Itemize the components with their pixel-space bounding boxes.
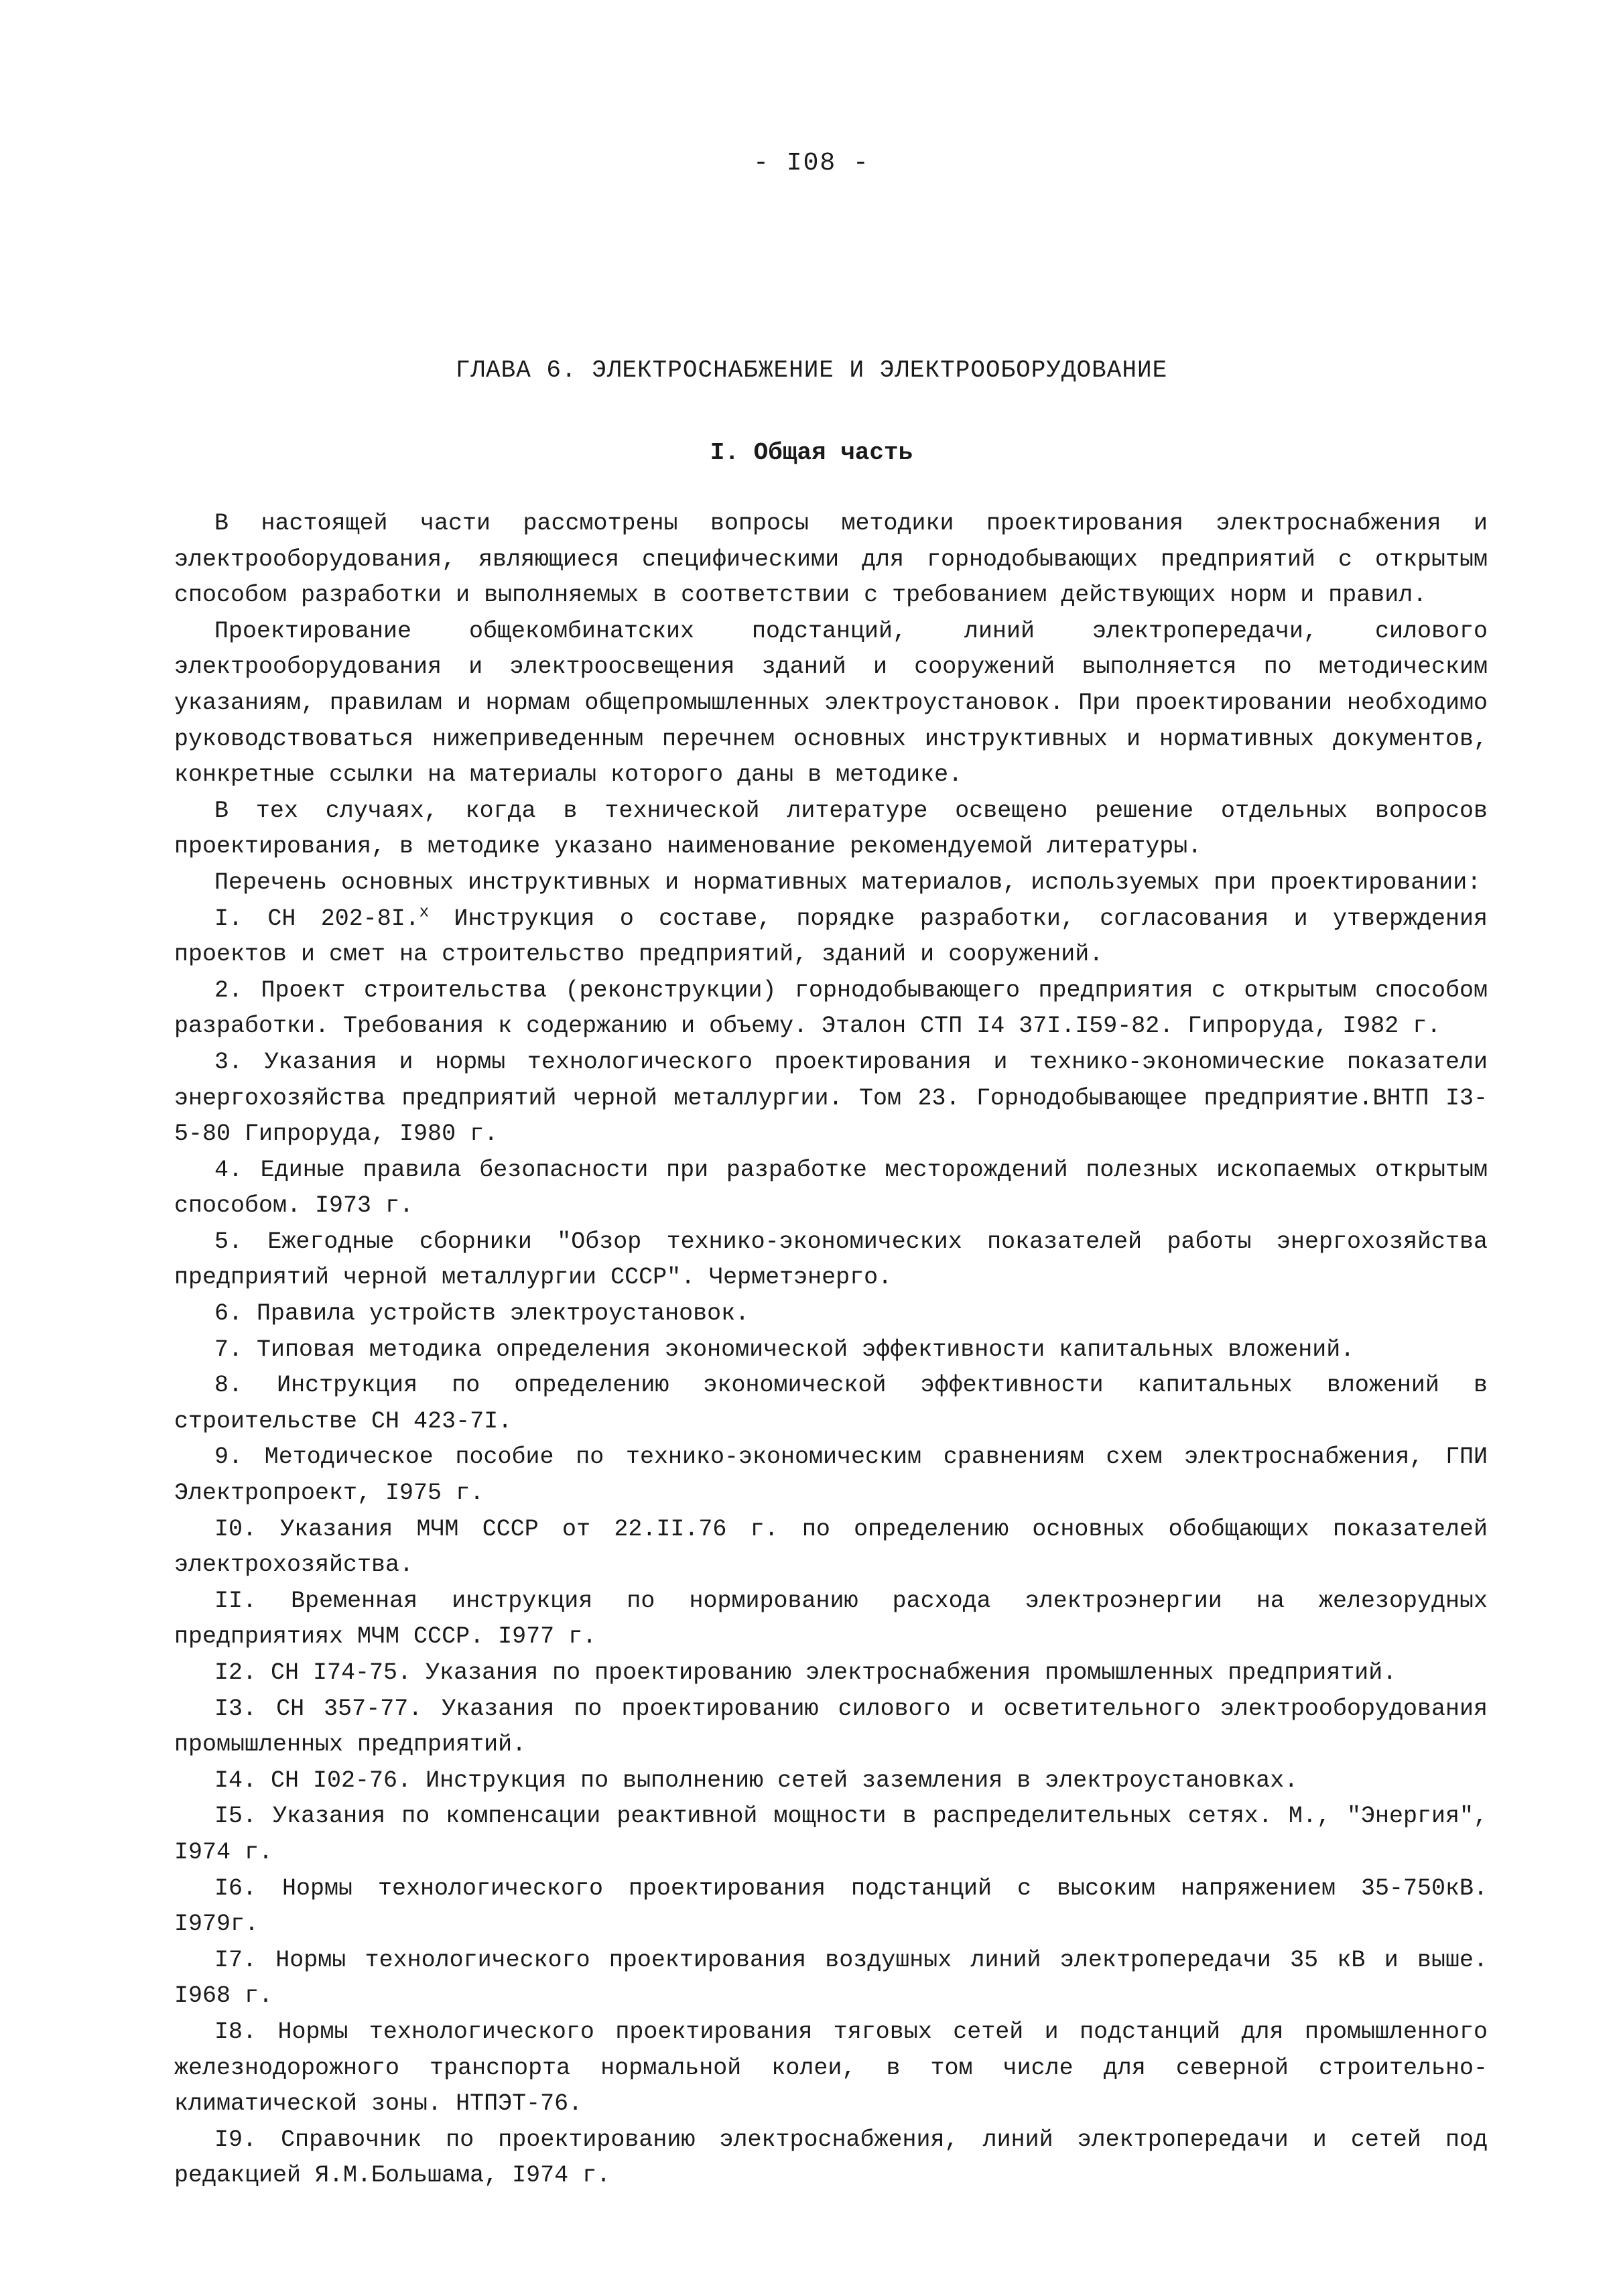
reference-text: Инструкция по определению экономической эффективности капитальных вложений в строительстве СН 423-7I. [174, 1372, 1488, 1435]
reference-text: Справочник по проектированию электроснабжения, линий электропередачи и сетей под редакцией Я.М.Большама, I974 г. [174, 2126, 1488, 2189]
document-body [174, 506, 1488, 2194]
reference-text: Нормы технологического проектирования подстанций с высоким напряжением 35-750кВ. I979г. [174, 1874, 1488, 1938]
reference-number: 6. [214, 1300, 243, 1328]
reference-text: Нормы технологического проектирования воздушных линий электропередачи 35 кВ и выше. I968 г. [174, 1946, 1488, 2010]
reference-item [174, 1224, 1488, 1296]
reference-item [174, 1871, 1488, 1943]
reference-text: СН 357-77. Указания по проектированию силового и осветительного электрооборудования промышленных предприятий. [174, 1695, 1488, 1759]
page-number: - I08 - [753, 149, 870, 178]
reference-item [174, 901, 1488, 973]
reference-item [174, 2015, 1488, 2122]
reference-code: СН 202-8I. [267, 905, 419, 932]
reference-item [174, 1332, 1488, 1368]
paragraph: В настоящей части рассмотрены вопросы методики проектирования электроснабжения и электрооборудования, являющиеся специфическими для горнодобывающих предприятий с открытым способом разработки и выполняемых в соответствии с требованием действующих норм и правил. [174, 510, 1488, 609]
reference-item [174, 973, 1488, 1045]
paragraph: В тех случаях, когда в технической литературе освещено решение отдельных вопросов проектирования, в методике указано наименование рекомендуемой литературы. [174, 797, 1488, 860]
reference-item [174, 1368, 1488, 1440]
reference-number: I0. [214, 1515, 257, 1543]
paragraph: Проектирование общекомбинатских подстанций, линий электропередачи, силового электрооборудования и электроосвещения зданий и сооружений выполняется по методическим указаниям, правилам и нормам общепромышленных электроустановок. При проектировании необходимо руководствоваться нижеприведенным перечнем основных инструктивных и нормативных документов, конкретные ссылки на материалы которого даны в методике. [174, 617, 1488, 789]
reference-number: II. [214, 1587, 257, 1614]
reference-text: СН I74-75. Указания по проектированию электроснабжения промышленных предприятий. [271, 1659, 1397, 1686]
reference-text: Проект строительства (реконструкции) горнодобывающего предприятия с открытым способом разработки. Требования к содержанию и объему. Эталон СТП I4 37I.I59-82. Гипроруда, I982 г. [174, 976, 1488, 1040]
reference-item [174, 1512, 1488, 1584]
reference-text: Временная инструкция по нормированию расхода электроэнергии на железорудных предприятиях МЧМ СССР. I977 г. [174, 1587, 1488, 1651]
reference-text: Методическое пособие по технико-экономическим сравнениям схем электроснабжения, ГПИ Электропроект, I975 г. [174, 1444, 1488, 1507]
reference-item [174, 1440, 1488, 1511]
reference-item [174, 2122, 1488, 2194]
references-heading: Перечень основных инструктивных и нормативных материалов, используемых при проектировании: [214, 869, 1482, 896]
reference-number: 9. [214, 1444, 243, 1471]
reference-number: I8. [214, 2018, 257, 2045]
reference-item [174, 1943, 1488, 2015]
reference-text: Правила устройств электроустановок. [257, 1300, 750, 1328]
reference-number: I3. [214, 1695, 257, 1722]
reference-number: 8. [214, 1372, 243, 1399]
section-title: I. Общая часть [710, 439, 913, 466]
reference-number: 4. [214, 1156, 243, 1184]
references-list [174, 901, 1488, 2194]
chapter-title: ГЛАВА 6. ЭЛЕКТРОСНАБЖЕНИЕ И ЭЛЕКТРООБОРУДОВАНИЕ [455, 357, 1168, 384]
reference-item [174, 1296, 1488, 1332]
reference-text: Инструкция о составе, порядке разработки, согласования и утверждения проектов и смет на строительство предприятий, зданий и сооружений. [174, 905, 1488, 968]
reference-number: 3. [214, 1048, 243, 1076]
reference-number: I7. [214, 1946, 257, 1974]
reference-item [174, 1692, 1488, 1763]
reference-text: Единые правила безопасности при разработке месторождений полезных ископаемых открытым способом. I973 г. [174, 1156, 1488, 1220]
reference-number: I5. [214, 1803, 257, 1830]
reference-text: Указания МЧМ СССР от 22.II.76 г. по определению основных обобщающих показателей электрохозяйства. [174, 1515, 1488, 1579]
reference-number: I. [214, 905, 243, 932]
reference-text: СН I02-76. Инструкция по выполнению сетей заземления в электроустановках. [271, 1767, 1299, 1794]
reference-item [174, 1763, 1488, 1799]
reference-item [174, 1655, 1488, 1692]
reference-item [174, 1153, 1488, 1224]
reference-number: 7. [214, 1336, 243, 1363]
reference-number: I2. [214, 1659, 257, 1686]
footnote-mark: x [419, 903, 430, 921]
reference-text: Указания по компенсации реактивной мощности в распределительных сетях. М., "Энергия", I974 г. [174, 1803, 1488, 1866]
reference-number: 2. [214, 976, 243, 1004]
reference-item [174, 1799, 1488, 1870]
reference-text: Нормы технологического проектирования тяговых сетей и подстанций для промышленного железнодорожного транспорта нормальной колеи, в том числе для северной строительно-климатической зоны. НТПЭТ-76. [174, 2018, 1488, 2118]
reference-number: I9. [214, 2126, 257, 2153]
reference-text: Типовая методика определения экономической эффективности капитальных вложений. [257, 1336, 1355, 1363]
reference-number: 5. [214, 1228, 243, 1255]
reference-text: Указания и нормы технологического проектирования и технико-экономические показатели энергохозяйства предприятий черной металлургии. Том 23. Горнодобывающее предприятие.ВНТП I3-5-80 Гипроруда, I980 г. [174, 1048, 1488, 1148]
reference-item [174, 1045, 1488, 1153]
reference-number: I6. [214, 1874, 257, 1902]
reference-text: Ежегодные сборники "Обзор технико-экономических показателей работы энергохозяйства предприятий черной металлургии СССР". Черметэнерго. [174, 1228, 1488, 1291]
reference-item [174, 1584, 1488, 1655]
reference-number: I4. [214, 1767, 257, 1794]
